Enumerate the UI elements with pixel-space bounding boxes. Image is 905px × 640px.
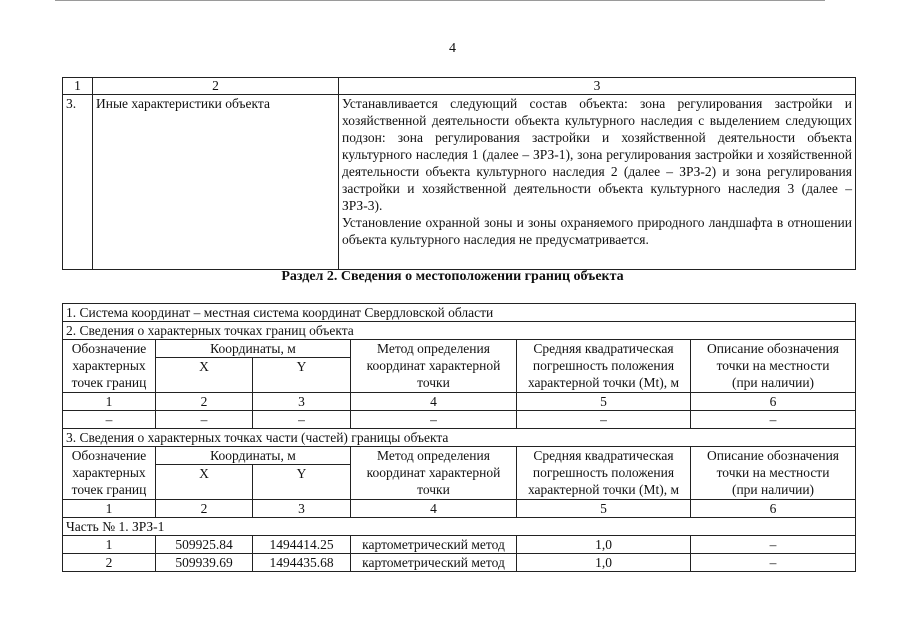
column-number: 6 — [691, 393, 856, 411]
header-line: (при наличии) — [731, 482, 815, 497]
point-method: картометрический метод — [351, 536, 517, 554]
header-cell: 1 — [63, 78, 93, 95]
table-row — [63, 304, 856, 322]
coord-system-label: 1. Система координат – местная система координат Свердловской области — [63, 304, 856, 322]
description-header — [691, 447, 856, 500]
top-page-edge-line — [55, 0, 825, 4]
table-row — [63, 95, 856, 270]
column-number: 6 — [691, 500, 856, 518]
part-label: Часть № 1. ЗРЗ-1 — [63, 518, 856, 536]
point-x: 509925.84 — [156, 536, 253, 554]
point-id: 2 — [63, 554, 156, 572]
table-row — [63, 429, 856, 447]
table-row — [63, 536, 856, 554]
table-header-row — [63, 340, 856, 358]
header-line: характерной точки (Mt), м — [527, 482, 679, 497]
table-header-row — [63, 447, 856, 465]
part-points-section-title: 3. Сведения о характерных точках части (частей) границы объекта — [63, 429, 856, 447]
header-line: (при наличии) — [731, 375, 815, 390]
empty-cell: – — [517, 411, 691, 429]
header-line: точек границ — [71, 375, 147, 390]
point-method: картометрический метод — [351, 554, 517, 572]
description-paragraph: Устанавливается следующий состав объекта: зона регулирования застройки и хозяйственной деятельности объекта культурного наследия с выделением следующих подзон: зона регулирования застройки и хозяйственной деятельности объекта культурного наследия 1 (далее – ЗРЗ-1), зона регулирования застройки и хозяйственной деятельности объекта культурного наследия 2 (далее – ЗРЗ-2) и зона регулирования застройки и хозяйственной деятельности объекта культурного наследия 3 (далее – ЗРЗ-3). — [342, 96, 852, 213]
column-number: 5 — [517, 393, 691, 411]
method-header — [351, 447, 517, 500]
point-y: 1494435.68 — [253, 554, 351, 572]
designation-header — [63, 340, 156, 393]
row-name: Иные характеристики объекта — [93, 95, 339, 270]
points-section-title: 2. Сведения о характерных точках границ объекта — [63, 322, 856, 340]
point-error: 1,0 — [517, 536, 691, 554]
error-header — [517, 447, 691, 500]
column-number: 3 — [253, 500, 351, 518]
empty-cell: – — [691, 411, 856, 429]
table-row — [63, 411, 856, 429]
empty-cell: – — [351, 411, 517, 429]
header-line: координат характерной — [366, 358, 501, 373]
empty-cell: – — [253, 411, 351, 429]
point-id: 1 — [63, 536, 156, 554]
empty-cell: – — [156, 411, 253, 429]
column-number: 2 — [156, 500, 253, 518]
header-line: погрешность положения — [532, 465, 675, 480]
header-line: погрешность положения — [532, 358, 675, 373]
header-line: характерной точки (Mt), м — [527, 375, 679, 390]
y-header: Y — [253, 465, 351, 500]
y-header: Y — [253, 358, 351, 393]
header-line: точек границ — [71, 482, 147, 497]
column-number: 4 — [351, 393, 517, 411]
description-header — [691, 340, 856, 393]
column-number: 5 — [517, 500, 691, 518]
header-line: Средняя квадратическая — [533, 448, 674, 463]
header-line: Средняя квадратическая — [533, 341, 674, 356]
designation-header — [63, 447, 156, 500]
header-line: координат характерной — [366, 465, 501, 480]
header-line: Обозначение — [71, 341, 147, 356]
description-paragraph: Установление охранной зоны и зоны охраняемого природного ландшафта в отношении объекта культурного наследия не предусматривается. — [342, 215, 852, 247]
header-line: Метод определения — [377, 341, 490, 356]
error-header — [517, 340, 691, 393]
header-line: Описание обозначения — [707, 341, 839, 356]
coords-header: Координаты, м — [156, 447, 351, 465]
header-line: точки на местности — [716, 465, 830, 480]
table-header-row — [63, 78, 856, 95]
column-number: 1 — [63, 393, 156, 411]
header-line: характерных — [72, 358, 146, 373]
column-number: 3 — [253, 393, 351, 411]
column-number: 2 — [156, 393, 253, 411]
point-x: 509939.69 — [156, 554, 253, 572]
header-line: точки — [417, 375, 450, 390]
empty-cell: – — [63, 411, 156, 429]
point-description: – — [691, 554, 856, 572]
object-characteristics-table — [62, 77, 856, 270]
header-cell: 3 — [339, 78, 856, 95]
column-number: 4 — [351, 500, 517, 518]
point-error: 1,0 — [517, 554, 691, 572]
column-number-row — [63, 500, 856, 518]
table-row — [63, 322, 856, 340]
row-number: 3. — [63, 95, 93, 270]
header-line: точки на местности — [716, 358, 830, 373]
x-header: X — [156, 358, 253, 393]
header-line: Метод определения — [377, 448, 490, 463]
header-line: точки — [417, 482, 450, 497]
page-number: 4 — [449, 41, 456, 56]
section-title: Раздел 2. Сведения о местоположении границ объекта — [281, 269, 624, 284]
table-row — [63, 518, 856, 536]
header-line: характерных — [72, 465, 146, 480]
header-line: Обозначение — [71, 448, 147, 463]
x-header: X — [156, 465, 253, 500]
header-cell: 2 — [93, 78, 339, 95]
header-line: Описание обозначения — [707, 448, 839, 463]
row-description — [339, 95, 856, 270]
point-description: – — [691, 536, 856, 554]
table-row — [63, 554, 856, 572]
coords-header: Координаты, м — [156, 340, 351, 358]
boundary-points-table — [62, 303, 856, 572]
method-header — [351, 340, 517, 393]
point-y: 1494414.25 — [253, 536, 351, 554]
column-number: 1 — [63, 500, 156, 518]
column-number-row — [63, 393, 856, 411]
